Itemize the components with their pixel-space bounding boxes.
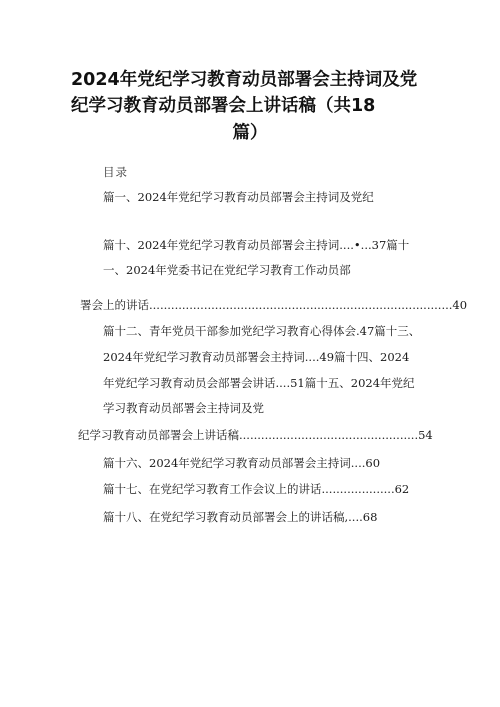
- toc-line[interactable]: 篇十、2024年党纪学习教育动员部署会主持词....•...37篇十: [103, 238, 410, 252]
- toc-line[interactable]: 篇十二、青年党员干部参加党纪学习教育心得体会.47篇十三、: [103, 324, 421, 338]
- document-title-line-1: 2024年党纪学习教育动员部署会主持词及党: [71, 70, 418, 90]
- toc-line[interactable]: 年党纪学习教育动员会部署会讲话....51篇十五、2024年党纪: [103, 376, 415, 390]
- toc-line[interactable]: 篇十八、在党纪学习教育动员部署会上的讲话稿,....68: [103, 510, 378, 524]
- toc-line[interactable]: 篇十七、在党纪学习教育工作会议上的讲话....................62: [103, 482, 410, 496]
- toc-line[interactable]: 一、2024年党委书记在党纪学习教育工作动员部: [103, 263, 351, 277]
- toc-line[interactable]: 署会上的讲话...................................................................................40: [80, 298, 468, 312]
- document-title-line-3: 篇）: [232, 123, 268, 143]
- toc-line[interactable]: 篇一、2024年党纪学习教育动员部署会主持词及党纪: [103, 190, 374, 204]
- toc-line[interactable]: 2024年党纪学习教育动员部署会主持词....49篇十四、2024: [103, 350, 410, 364]
- toc-line[interactable]: 学习教育动员部署会主持词及党: [103, 401, 264, 415]
- toc-line[interactable]: 篇十六、2024年党纪学习教育动员部署会主持词....60: [103, 456, 381, 470]
- toc-line[interactable]: 纪学习教育动员部署会上讲话稿.................................................54: [78, 428, 433, 442]
- toc-heading: 目录: [103, 165, 128, 179]
- document-title-line-2: 纪学习教育动员部署会上讲话稿（共18: [71, 96, 376, 116]
